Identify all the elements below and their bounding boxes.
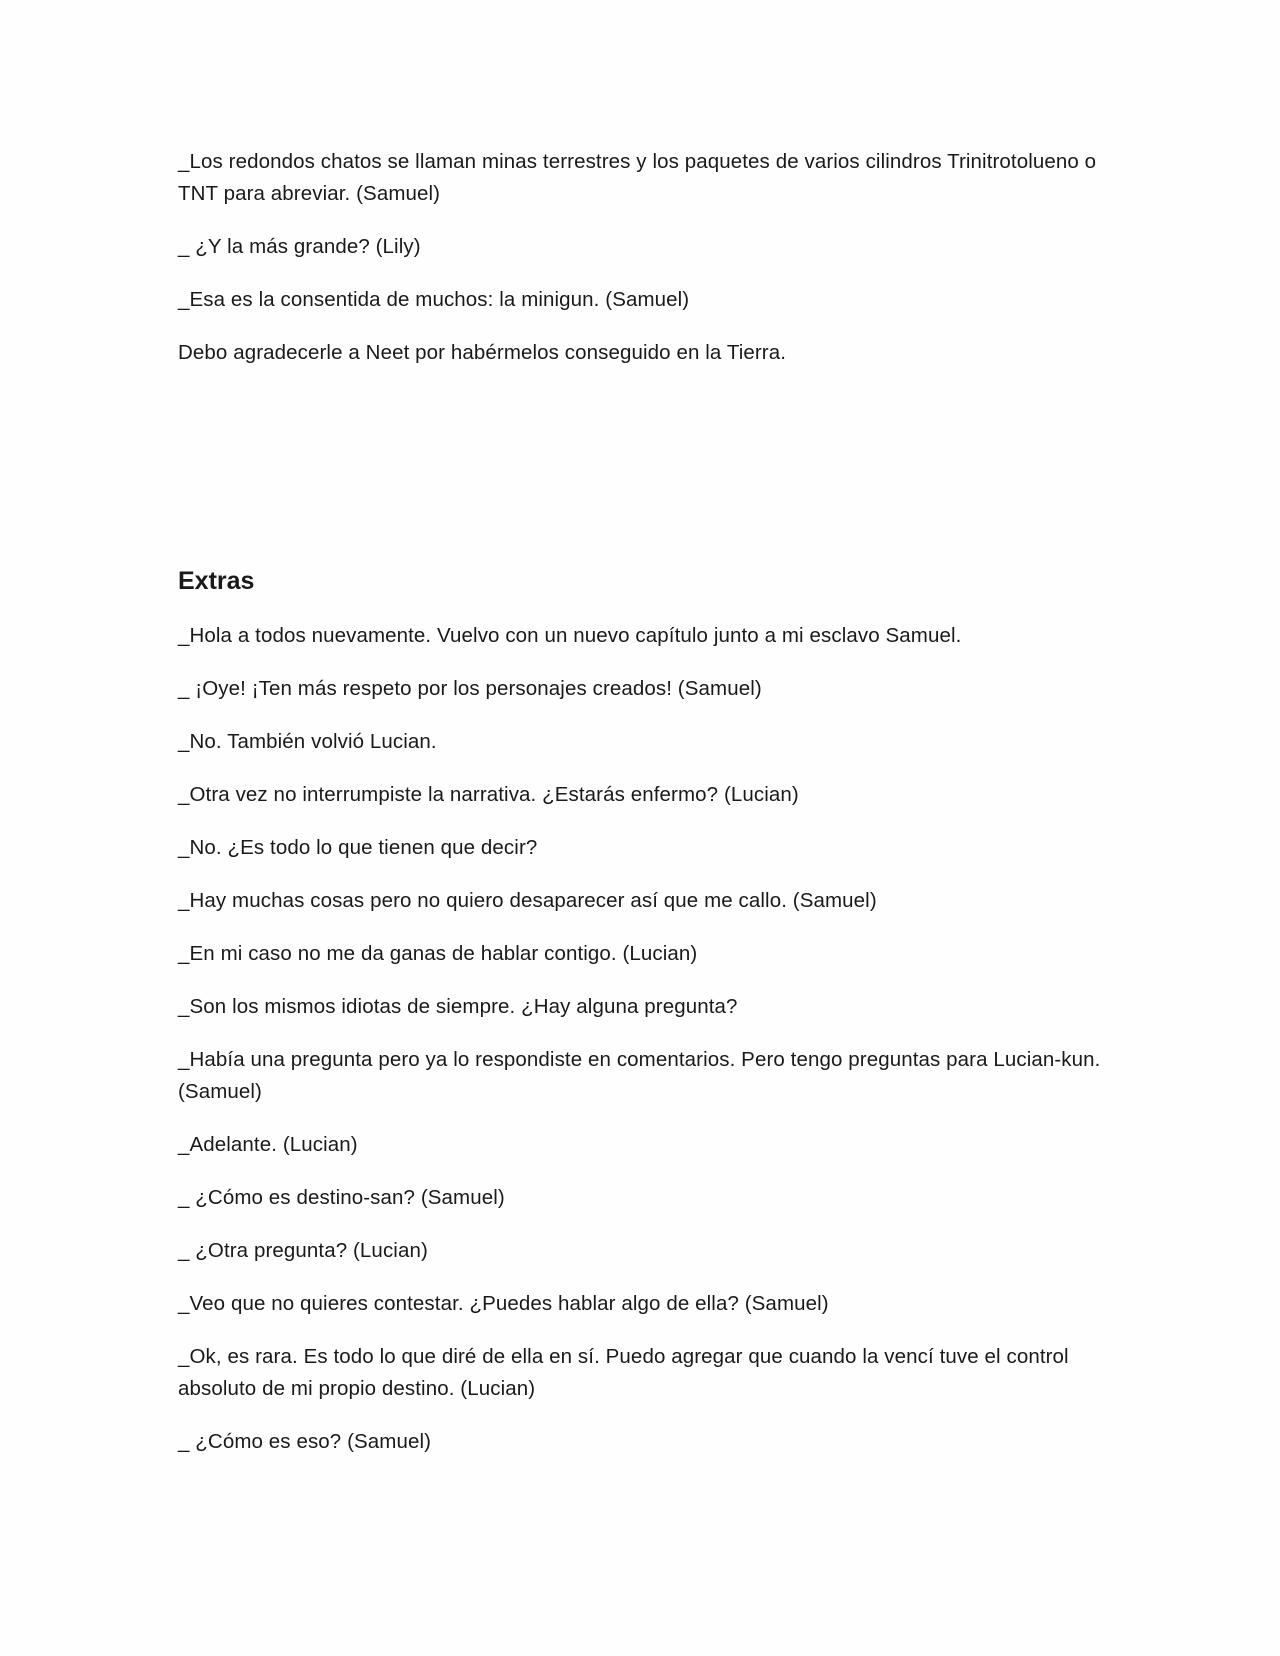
paragraph: _ ¡Oye! ¡Ten más respeto por los personajes creados! (Samuel): [178, 677, 762, 700]
paragraph: _Hay muchas cosas pero no quiero desaparecer así que me callo. (Samuel): [178, 889, 877, 912]
paragraph: _Adelante. (Lucian): [178, 1133, 358, 1156]
paragraph: _No. ¿Es todo lo que tienen que decir?: [178, 836, 538, 859]
paragraph: _Otra vez no interrumpiste la narrativa. ¿Estarás enfermo? (Lucian): [178, 783, 799, 806]
paragraph: _ ¿Y la más grande? (Lily): [178, 235, 421, 258]
paragraph: _En mi caso no me da ganas de hablar contigo. (Lucian): [178, 942, 698, 965]
paragraph: _Los redondos chatos se llaman minas terrestres y los paquetes de varios cilindros Trinitrotolueno o TNT para abreviar. (Samuel): [178, 150, 1097, 205]
paragraph: Debo agradecerle a Neet por habérmelos conseguido en la Tierra.: [178, 341, 786, 364]
paragraph: _Ok, es rara. Es todo lo que diré de ella en sí. Puedo agregar que cuando la vencí tuve el control absoluto de mi propio destino. (Lucian): [178, 1345, 1069, 1400]
paragraph: _Hola a todos nuevamente. Vuelvo con un nuevo capítulo junto a mi esclavo Samuel.: [178, 624, 962, 647]
paragraph: _No. También volvió Lucian.: [178, 730, 437, 753]
paragraph: _Había una pregunta pero ya lo respondiste en comentarios. Pero tengo preguntas para Lucian-kun. (Samuel): [178, 1048, 1101, 1103]
section-heading: Extras: [178, 567, 255, 595]
paragraph: _Esa es la consentida de muchos: la minigun. (Samuel): [178, 288, 690, 311]
paragraph: _ ¿Cómo es eso? (Samuel): [178, 1430, 432, 1453]
paragraph: _ ¿Otra pregunta? (Lucian): [178, 1239, 428, 1262]
document-body: [178, 146, 1108, 1479]
paragraph: _Son los mismos idiotas de siempre. ¿Hay alguna pregunta?: [178, 995, 738, 1018]
paragraph: _ ¿Cómo es destino-san? (Samuel): [178, 1186, 505, 1209]
blank-space: [178, 390, 1108, 565]
paragraph: _Veo que no quieres contestar. ¿Puedes hablar algo de ella? (Samuel): [178, 1292, 829, 1315]
